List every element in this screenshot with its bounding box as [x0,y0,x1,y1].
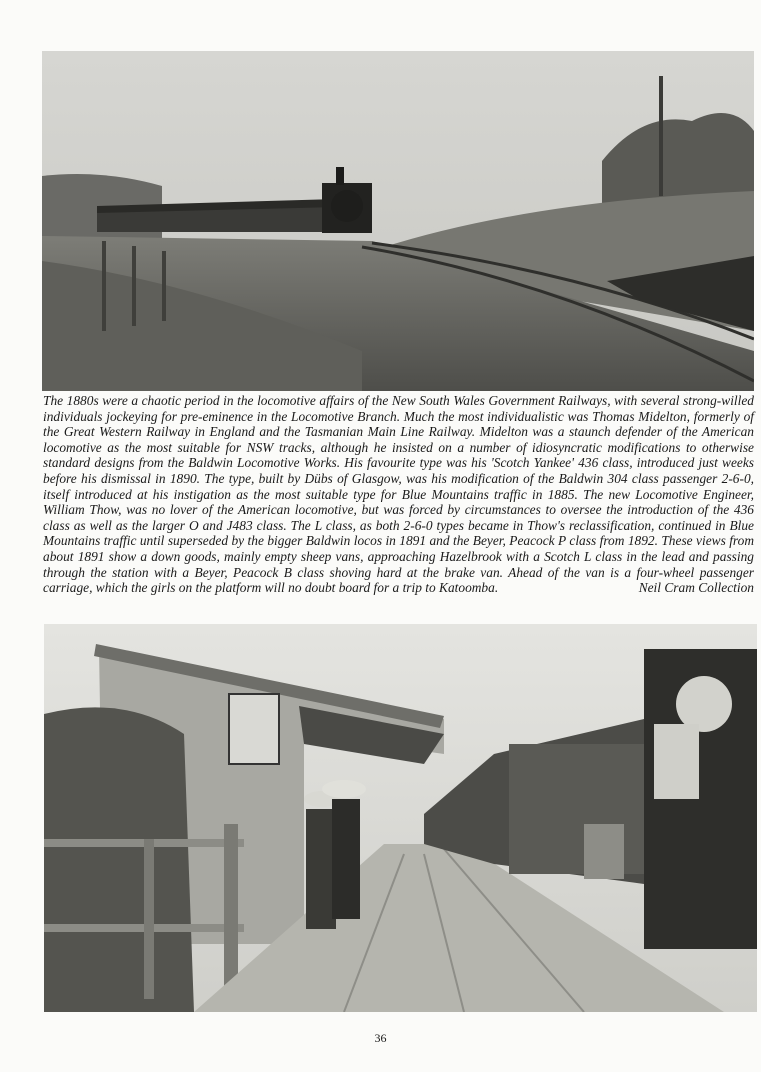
photo-caption [43,393,754,596]
page-number: 36 [374,1031,387,1045]
photo-goods-train-image [42,51,754,391]
caption-text: The 1880s were a chaotic period in the locomotive affairs of the New South Wales Government Railways, with several strong-willed individuals jockeying for pre-eminence in the Locomotive Branch. Much the most individualistic was Thomas Midelton, formerly of the Great Western Railway in England and the Tasmanian Main Line Railway. Midelton was a staunch defender of the American locomotive as the most suitable for NSW tracks, although he insisted on a number of idiosyncratic modifications to otherwise standard designs from the Baldwin Locomotive Works. His favourite type was his 'Scotch Yankee' 436 class, introduced just weeks before his dismissal in 1890. The type, built by Dübs of Glasgow, was his modification of the Baldwin 304 class passenger 2-6-0, itself introduced at his instigation as the most suitable type for Blue Mountains traffic in 1885. The new Locomotive Engineer, William Thow, was no lover of the American locomotive, but was forced by circumstances to oversee the introduction of the 436 class as well as the larger O and J483 class. The L class, as both 2-6-0 types became in Thow's reclassification, continued in Blue Mountains traffic until superseded by the bigger Baldwin locos in 1891 and the Beyer, Peacock P class from 1892. These views from about 1891 show a down goods, mainly empty sheep vans, approaching Hazelbrook with a Scotch L class in the lead and passing through the station with a Beyer, Peacock B class shoving hard at the brake van. Ahead of the van is a four-wheel passenger carriage, which the girls on the platform will no doubt board for a trip to Katoomba. [43,393,754,596]
photo-credit: Neil Cram Collection [638,580,754,596]
photo-goods-train-approaching [42,51,754,391]
photo-station-platform-image [44,624,757,1012]
photo-station-platform [44,624,757,1012]
